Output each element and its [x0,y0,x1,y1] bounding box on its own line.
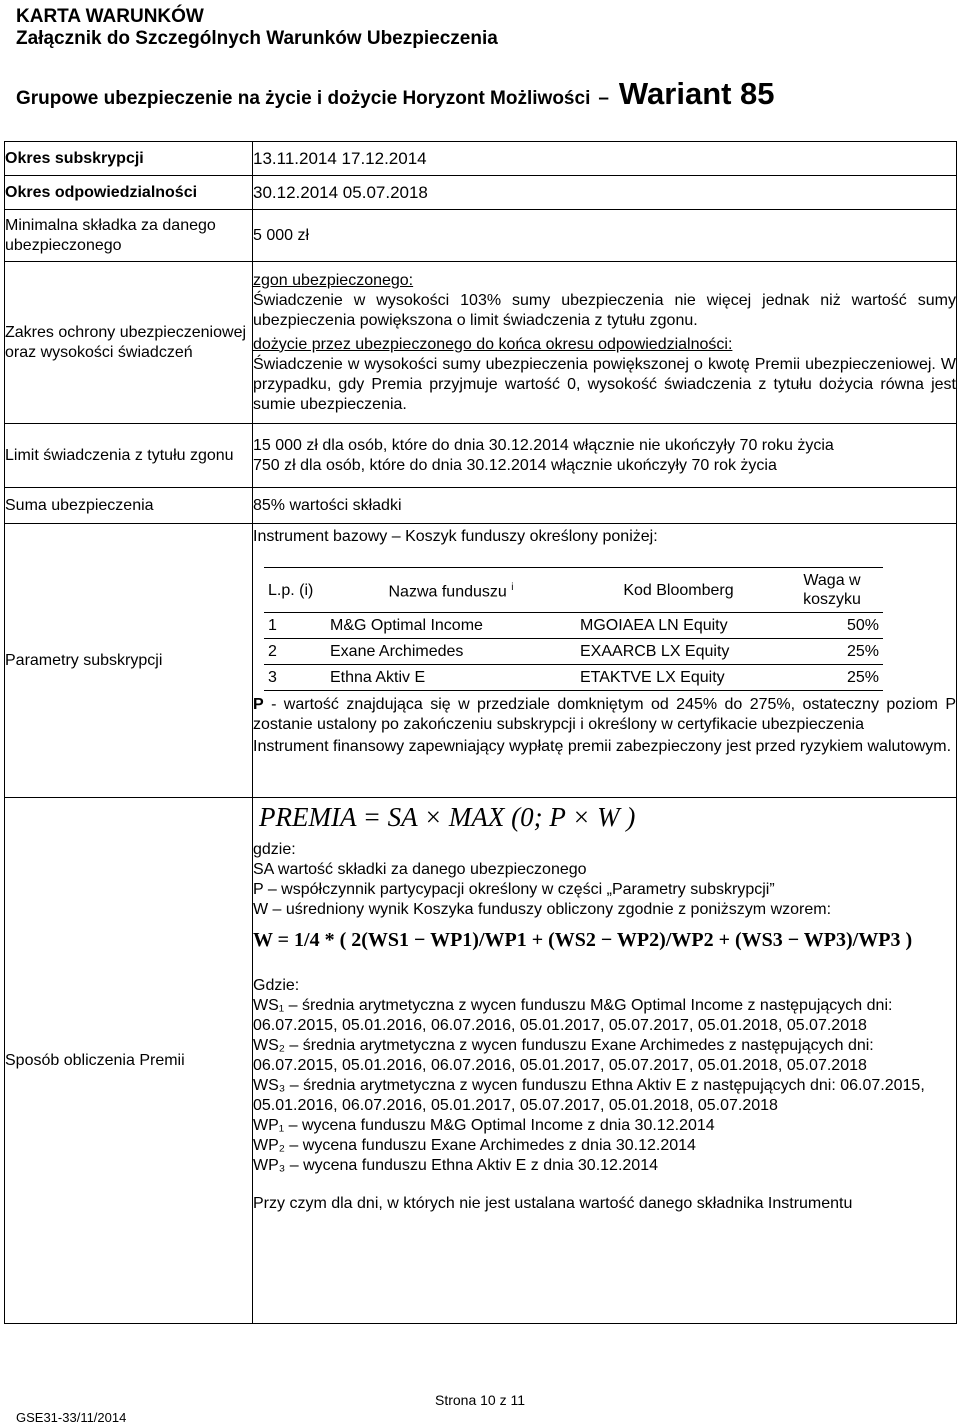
death-text: Świadczenie w wysokości 103% sumy ubezpieczenia nie więcej jednak niż wartość sumy ubezpieczenia powiększona o limit świadczenia z tytułu zgonu. [253,291,956,329]
death-limit-line2: 750 zł dla osób, które do dnia 30.12.2014 włącznie ukończyły 70 rok życia [253,456,777,474]
basket-row [264,613,883,639]
doc-code: GSE31-33/11/2014 [16,1410,127,1425]
basket-row [264,665,883,691]
value-sum-insured: 85% wartości składki [253,488,957,524]
w-def: W – uśredniony wynik Koszyka funduszy obliczony zgodnie z poniższym wzorem: [253,901,832,918]
survival-title: dożycie przez ubezpieczonego do końca okresu odpowiedzialności: [253,335,733,353]
label-liability: Okres odpowiedzialności [5,176,253,210]
label-params: Parametry subskrypcji [5,524,253,798]
label-sum-insured: Suma ubezpieczenia [5,488,253,524]
doc-subtitle: Załącznik do Szczególnych Warunków Ubezpieczenia [16,28,498,49]
ws3-def: WS₃ – średnia arytmetyczna z wycen funduszu Ethna Aktiv E z następujących dni: 06.07.2015, 05.01.2016, 06.07.2016, 05.01.2017, 05.07.2017, 05.01.2018, 05.07.2018 [253,1077,925,1114]
product-name: Grupowe ubezpieczenie na życie i dożycie Horyzont Możliwości [16,88,591,109]
basket-fund-name: Ethna Aktiv E [326,665,576,691]
basket-lp: 1 [264,613,326,639]
terms-table [4,141,957,1324]
p-def: P – współczynnik partycypacji określony w części „Parametry subskrypcji” [253,881,775,898]
basket-table [264,567,883,691]
wp3-def: WP₃ – wycena funduszu Ethna Aktiv E z dnia 30.12.2014 [253,1157,658,1174]
value-params [253,524,957,798]
label-calc: Sposób obliczenia Premii [5,798,253,1324]
basket-code: ETAKTVE LX Equity [576,665,781,691]
value-death-limit [253,424,957,488]
basket-fund-name: Exane Archimedes [326,639,576,665]
ws1-def: WS₁ – średnia arytmetyczna z wycen funduszu M&G Optimal Income z następujących dni: 06.07.2015, 05.01.2016, 06.07.2016, 05.01.2017, 05.07.2017, 05.01.2018, 05.07.2018 [253,997,893,1034]
fx-text: Instrument finansowy zapewniający wypłatę premii zabezpieczony jest przed ryzykiem walutowym. [253,738,952,755]
row-params [5,524,957,798]
basket-lp: 2 [264,639,326,665]
row-coverage [5,262,957,424]
basket-weight: 25% [781,639,883,665]
product-dash: – [598,88,609,109]
death-title: zgon ubezpieczonego: [253,271,414,289]
basket-row [264,639,883,665]
basket-fund-name: M&G Optimal Income [326,613,576,639]
basket-header-weight: Waga w koszyku [781,568,883,613]
basket-lp: 3 [264,665,326,691]
page-number: Strona 10 z 11 [434,1392,526,1408]
instrument-text: Instrument bazowy – Koszyk funduszy określony poniżej: [253,528,658,545]
basket-header-name: Nazwa funduszu $^i$ [326,568,576,613]
value-liability: 30.12.2014 05.07.2018 [253,176,957,210]
row-liability [5,176,957,210]
wp1-def: WP₁ – wycena funduszu M&G Optimal Income z dnia 30.12.2014 [253,1117,715,1134]
death-limit-line1: 15 000 zł dla osób, które do dnia 30.12.2014 włącznie nie ukończyły 70 roku życia [253,436,834,454]
label-death-limit: Limit świadczenia z tytułu zgonu [5,424,253,488]
p-text: P - wartość znajdująca się w przedziale domkniętym od 245% do 275%, ostateczny poziom P zostanie ustalony po zakończeniu subskrypcji i określony w certyfikacie ubezpieczenia [253,696,956,733]
sa-def: SA wartość składki za danego ubezpieczonego [253,861,587,878]
label-subscription: Okres subskrypcji [5,142,253,176]
product-title [16,74,775,119]
basket-header-lp: L.p. (i) [264,568,326,613]
row-min-premium [5,210,957,262]
row-death-limit [5,424,957,488]
continuation-text: Przy czym dla dni, w których nie jest ustalana wartość danego składnika Instrumentu [253,1195,853,1212]
wp2-def: WP₂ – wycena funduszu Exane Archimedes z dnia 30.12.2014 [253,1137,696,1154]
where-label-2: Gdzie: [253,977,300,994]
basket-code: EXAARCB LX Equity [576,639,781,665]
where-label: gdzie: [253,841,296,858]
label-min-premium: Minimalna składka za danego ubezpieczonego [5,210,253,262]
row-calc [5,798,957,1324]
row-sum-insured [5,488,957,524]
basket-header [264,568,883,613]
label-coverage: Zakres ochrony ubezpieczeniowej oraz wysokości świadczeń [5,262,253,424]
value-coverage [253,262,957,424]
value-subscription: 13.11.2014 17.12.2014 [253,142,957,176]
basket-weight: 50% [781,613,883,639]
basket-header-code: Kod Bloomberg [576,568,781,613]
ws2-def: WS₂ – średnia arytmetyczna z wycen funduszu Exane Archimedes z następujących dni: 06.07.2015, 05.01.2016, 06.07.2016, 05.01.2017, 05.07.2017, 05.01.2018, 05.07.2018 [253,1037,874,1074]
value-calc [253,798,957,1324]
survival-text: Świadczenie w wysokości sumy ubezpieczenia powiększonej o kwotę Premii ubezpieczeniowej. W przypadku, gdy Premia przyjmuje wartość 0, wysokość świadczenia z tytułu dożycia równa jest sumie ubezpieczenia. [253,355,956,413]
variant-label: Wariant 85 [618,76,775,111]
w-formula: W = 1/4 * ( 2(WS1 − WP1)/WP1 + (WS2 − WP2)/WP2 + (WS3 − WP3)/WP3 ) [253,929,913,951]
row-subscription [5,142,957,176]
basket-weight: 25% [781,665,883,691]
premia-formula: PREMIA = SA × MAX (0; P × W ) [259,802,636,832]
value-min-premium: 5 000 zł [253,210,957,262]
doc-title: KARTA WARUNKÓW [16,6,204,27]
basket-code: MGOIAEA LN Equity [576,613,781,639]
